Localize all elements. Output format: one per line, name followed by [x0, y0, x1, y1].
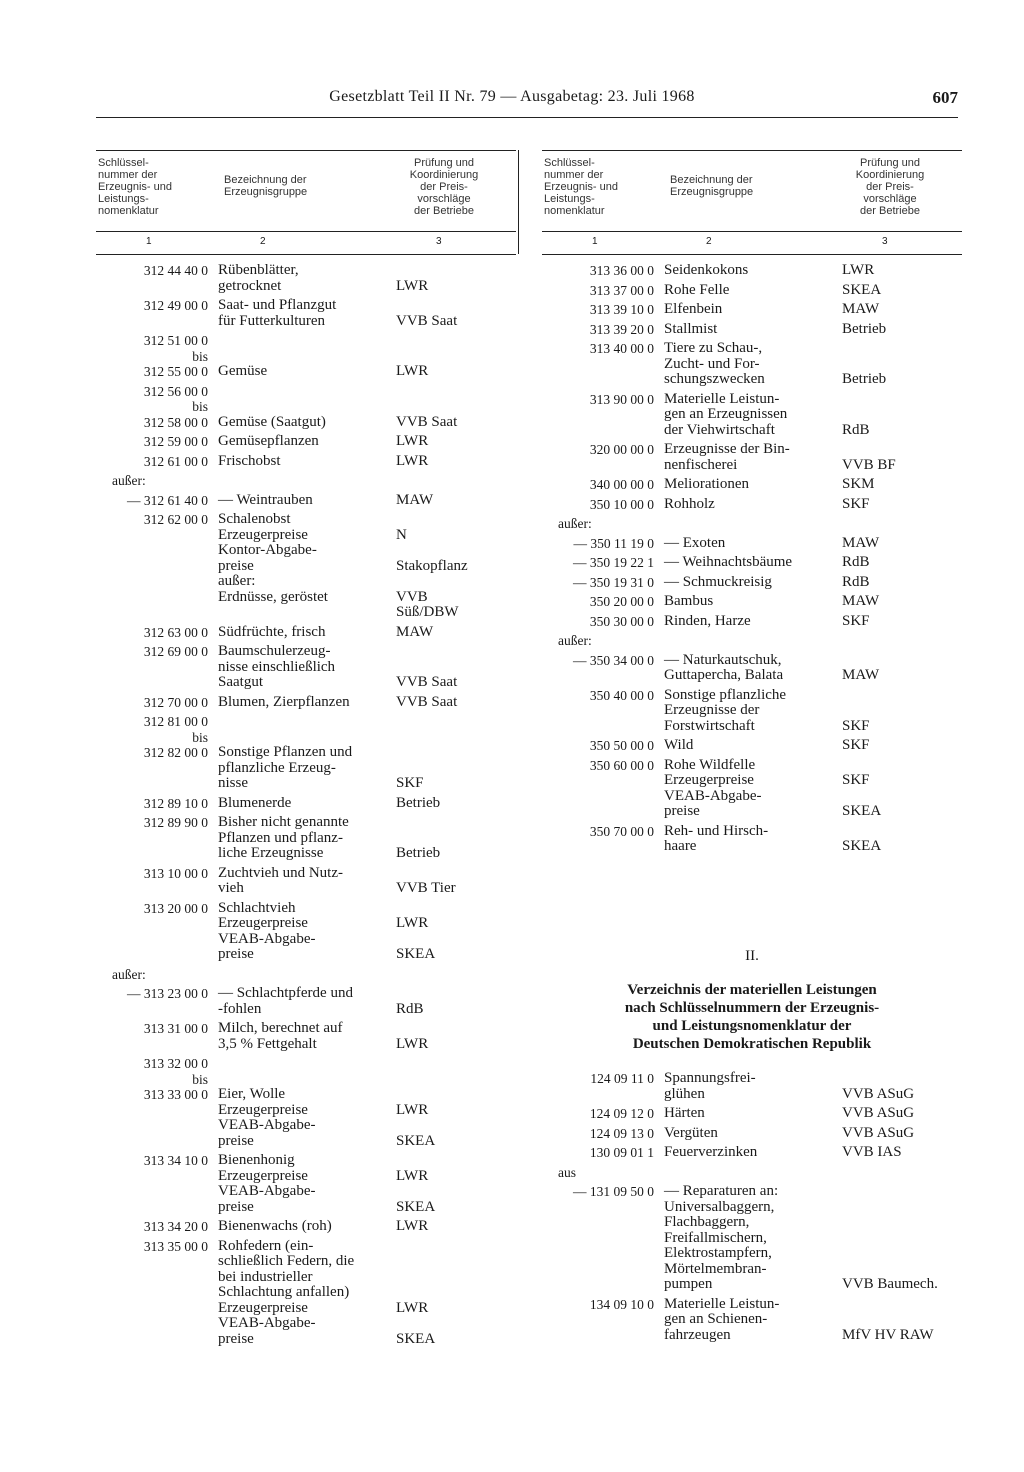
- group-name: Gemüse: [218, 363, 268, 379]
- column-divider: [518, 150, 519, 254]
- check-authority: SKF: [842, 737, 870, 753]
- page-header-title: Gesetzblatt Teil II Nr. 79 — Ausgabetag: 23. Juli 1968: [329, 88, 695, 105]
- key-number: 350 60 00 0: [589, 757, 654, 773]
- left-rows: [96, 263, 516, 1347]
- group-name: Bambus: [664, 593, 714, 609]
- check-authority: LWR SKEA: [396, 915, 436, 962]
- group-name: Erzeugnisse der Bin- nenfischerei: [664, 441, 790, 473]
- check-authority: RdB: [396, 1000, 424, 1017]
- key-number: 313 35 00 0: [143, 1238, 208, 1254]
- key-number: 313 39 10 0: [589, 302, 654, 317]
- table-row: [96, 901, 516, 963]
- key-number: aus: [558, 1164, 576, 1180]
- check-authority: SKF: [396, 775, 424, 791]
- column-number-row: [96, 232, 516, 255]
- group-name: Sonstige Pflanzen und pflanzliche Erzeug- nisse: [218, 744, 353, 791]
- group-name: Südfrüchte, frisch: [218, 623, 326, 640]
- check-authority: LWR: [396, 1218, 429, 1234]
- key-number: 312 70 00 0: [143, 694, 208, 710]
- key-number: — 313 23 00 0: [127, 986, 208, 1001]
- check-authority: VVB Baumech.: [842, 1276, 938, 1292]
- key-number: 320 00 00 0: [589, 442, 654, 457]
- table-row: [542, 594, 962, 610]
- table-row: [96, 333, 516, 380]
- table-row: [542, 738, 962, 754]
- check-authority: LWR: [842, 262, 875, 278]
- key-number: 350 30 00 0: [589, 613, 654, 629]
- table-row: [96, 815, 516, 862]
- table-row: [96, 644, 516, 691]
- page-number: 607: [932, 88, 958, 107]
- check-authority: RdB: [842, 421, 870, 438]
- check-authority: VVB Saat: [396, 693, 458, 710]
- group-name: [202, 967, 382, 983]
- group-name: Tiere zu Schau-, Zucht- und For- schungszwecken: [664, 340, 765, 387]
- group-name: [648, 633, 828, 649]
- exception-label: [96, 967, 516, 983]
- table-row: [542, 497, 962, 513]
- group-name: Materielle Leistun- gen an Schienen- fahrzeugen: [664, 1295, 780, 1343]
- group-name: Stallmist: [664, 320, 718, 337]
- table-row: [96, 1153, 516, 1215]
- table-row: [542, 477, 962, 493]
- key-number: 313 34 10 0: [143, 1153, 208, 1168]
- key-number: — 350 19 22 1: [573, 555, 654, 570]
- check-authority: LWR: [396, 363, 429, 379]
- check-authority: LWR SKEA: [396, 1299, 436, 1347]
- group-name: Rohholz: [664, 495, 715, 512]
- check-authority: SKF: [842, 495, 870, 512]
- group-name: Vergüten: [664, 1124, 718, 1141]
- check-authority: VVB BF: [842, 456, 896, 473]
- key-number: 312 81 00 0 bis 312 82 00 0: [143, 714, 208, 760]
- section-number: II.: [745, 948, 759, 964]
- check-authority: SKF SKEA: [842, 772, 882, 819]
- key-number: 312 49 00 0: [143, 298, 208, 313]
- table-row: [542, 1297, 962, 1344]
- table-row: [542, 442, 962, 473]
- table-row: [542, 575, 962, 591]
- table-row: [542, 1184, 962, 1293]
- table-row: [96, 263, 516, 294]
- check-authority: VVB Saat: [396, 312, 458, 329]
- table-row: [96, 986, 516, 1017]
- table-header: [542, 150, 962, 232]
- header-rule: [96, 117, 958, 118]
- column-number-1: 1: [146, 236, 152, 247]
- column-number-3: 3: [882, 236, 888, 247]
- column-number-2: 2: [706, 236, 712, 247]
- group-name: Materielle Leistun- gen an Erzeugnissen der Viehwirtschaft: [664, 390, 788, 438]
- table-row: [96, 796, 516, 812]
- table-row: [96, 1239, 516, 1348]
- table-row: [542, 824, 962, 855]
- table-row: [96, 298, 516, 329]
- group-name: Zuchtvieh und Nutz- vieh: [218, 864, 343, 896]
- table-row: [542, 1145, 962, 1161]
- table-row: [96, 1219, 516, 1235]
- group-name: Seidenkokons: [664, 262, 749, 278]
- group-name: Bienenwachs (roh): [218, 1218, 332, 1234]
- table-row: [542, 758, 962, 820]
- key-number: — 350 19 31 0: [573, 574, 654, 590]
- table-header: [96, 150, 516, 232]
- table-row: [96, 434, 516, 450]
- key-number: außer:: [558, 516, 592, 531]
- group-name: — Schmuckreisig: [664, 573, 772, 590]
- check-authority: Betrieb: [842, 371, 887, 387]
- group-name: — Weintrauben: [218, 491, 313, 508]
- group-name: Milch, berechnet auf 3,5 % Fettgehalt: [218, 1020, 343, 1052]
- key-number: 134 09 10 0: [589, 1296, 654, 1312]
- key-number: 350 40 00 0: [589, 687, 654, 703]
- group-name: — Exoten: [664, 534, 726, 551]
- column-number-2: 2: [260, 236, 266, 247]
- check-authority: SKF: [842, 612, 870, 629]
- group-name: [648, 516, 828, 532]
- key-number: 124 09 13 0: [589, 1125, 654, 1141]
- exception-label: [542, 633, 962, 649]
- column-header-check: Prüfung und Koordinierung der Preis- vorschläge der Betriebe: [409, 157, 479, 217]
- key-number: 340 00 00 0: [589, 477, 654, 492]
- check-authority: LWR: [396, 277, 429, 294]
- key-number: 312 56 00 0 bis 312 58 00 0: [143, 383, 208, 430]
- section-title: Verzeichnis der materiellen Leistungen nach Schlüsselnummern der Erzeugnis- und Leistungsnomenklatur der Deutschen Demokratischen Republik: [624, 982, 880, 1052]
- group-name: Rohe Felle: [664, 281, 730, 298]
- check-authority: LWR: [396, 452, 429, 469]
- check-authority: Betrieb: [396, 794, 441, 811]
- table-row: [542, 263, 962, 279]
- check-authority: VVB Saat: [396, 674, 458, 690]
- check-authority: LWR: [396, 1035, 429, 1052]
- group-name: Saat- und Pflanzgut für Futterkulturen: [218, 297, 337, 329]
- key-number: 313 39 20 0: [589, 321, 654, 337]
- group-name: — Reparaturen an: Universalbaggern, Flachbaggern, Freifallmischern, Elektrostampfern, Mörtelmembran- pumpen: [664, 1183, 779, 1292]
- group-name: Wild: [664, 737, 694, 753]
- check-authority: SKF: [842, 717, 870, 734]
- group-name: Härten: [664, 1105, 705, 1121]
- key-number: — 312 61 40 0: [127, 492, 208, 508]
- key-number: 350 50 00 0: [589, 738, 654, 753]
- table-row: [542, 688, 962, 735]
- group-name: Gemüse (Saatgut): [218, 413, 326, 430]
- right-table: [542, 150, 962, 855]
- table-row: [542, 555, 962, 571]
- table-row: [542, 536, 962, 552]
- key-number: — 350 11 19 0: [573, 535, 654, 551]
- exception-label: [542, 516, 962, 532]
- group-name: Rinden, Harze: [664, 612, 751, 629]
- key-number: 313 37 00 0: [589, 282, 654, 298]
- group-name: Spannungsfrei- glühen: [664, 1070, 756, 1102]
- key-number: 312 89 10 0: [143, 795, 208, 811]
- key-number: 312 44 40 0: [143, 263, 208, 278]
- check-authority: MAW: [842, 667, 880, 683]
- check-authority: MAW: [396, 623, 434, 640]
- key-number: 313 40 00 0: [589, 341, 654, 356]
- group-name: [648, 1165, 828, 1181]
- check-authority: LWR SKEA: [396, 1101, 436, 1149]
- key-number: 350 10 00 0: [589, 496, 654, 512]
- check-authority: MfV HV RAW: [842, 1326, 934, 1343]
- key-number: — 131 09 50 0: [573, 1184, 654, 1199]
- key-number: 312 61 00 0: [143, 453, 208, 469]
- table-row: [542, 1126, 962, 1142]
- group-name: Rübenblätter, getrocknet: [218, 262, 299, 294]
- column-header-check: Prüfung und Koordinierung der Preis- vorschläge der Betriebe: [855, 157, 925, 217]
- group-name: Bienenhonig Erzeugerpreise VEAB-Abgabe- preise: [218, 1152, 316, 1215]
- key-number: 313 10 00 0: [143, 865, 208, 881]
- table-row: [96, 384, 516, 431]
- group-name: Reh- und Hirsch- haare: [664, 822, 769, 854]
- group-name: — Schlachtpferde und -fohlen: [218, 985, 353, 1017]
- table-row: [96, 714, 516, 792]
- key-number: 313 20 00 0: [143, 900, 208, 916]
- check-authority: VVB IAS: [842, 1144, 902, 1160]
- check-authority: VVB ASuG: [842, 1124, 915, 1141]
- group-name: Rohe Wildfelle Erzeugerpreise VEAB-Abgabe- preise: [664, 756, 762, 819]
- key-number: 312 51 00 0 bis 312 55 00 0: [143, 333, 208, 379]
- column-number-row: [542, 232, 962, 255]
- table-row: [542, 1071, 962, 1102]
- table-row: [542, 341, 962, 388]
- group-name: [202, 473, 382, 489]
- column-header-name: Bezeichnung der Erzeugnisgruppe: [670, 174, 754, 198]
- column-header-key: Schlüssel- nummer der Erzeugnis- und Leistungs- nomenklatur: [544, 157, 618, 217]
- table-row: [542, 392, 962, 439]
- check-authority: MAW: [396, 491, 434, 508]
- check-authority: Betrieb: [396, 845, 441, 861]
- group-name: Bisher nicht genannte Pflanzen und pflanz- liche Erzeugnisse: [218, 814, 349, 861]
- left-table: [96, 150, 516, 1347]
- check-authority: RdB: [842, 554, 870, 570]
- key-number: 130 09 01 1: [589, 1145, 654, 1160]
- group-name: Blumenerde: [218, 794, 292, 811]
- check-authority: MAW: [842, 301, 880, 317]
- group-name: Schalenobst Erzeugerpreise Kontor-Abgabe- preise außer: Erdnüsse, geröstet: [218, 511, 328, 605]
- group-name: Frischobst: [218, 452, 281, 469]
- key-number: 313 34 20 0: [143, 1219, 208, 1234]
- right-rows: [542, 263, 962, 855]
- table-row: [542, 302, 962, 318]
- key-number: — 350 34 00 0: [573, 652, 654, 668]
- key-number: 313 90 00 0: [589, 391, 654, 407]
- group-name: Meliorationen: [664, 476, 749, 492]
- key-number: 312 63 00 0: [143, 624, 208, 640]
- table-row: [96, 493, 516, 509]
- check-authority: MAW: [842, 593, 880, 609]
- check-authority: SKEA: [842, 281, 882, 298]
- section-two-rows: [542, 1071, 962, 1343]
- group-name: Baumschulerzeug- nisse einschließlich Saatgut: [218, 643, 336, 690]
- column-number-3: 3: [436, 236, 442, 247]
- exception-label: [542, 1165, 962, 1181]
- table-row: [96, 454, 516, 470]
- table-row: [96, 866, 516, 897]
- group-name: Rohfedern (ein- schließlich Federn, die bei industrieller Schlachtung anfallen) Erzeugerpreise VEAB-Abgabe- preise: [218, 1237, 355, 1347]
- key-number: 350 20 00 0: [589, 594, 654, 609]
- group-name: Sonstige pflanzliche Erzeugnisse der Forstwirtschaft: [664, 686, 787, 734]
- key-number: 313 31 00 0: [143, 1021, 208, 1036]
- key-number: 313 32 00 0 bis 313 33 00 0: [143, 1056, 208, 1102]
- table-row: [96, 625, 516, 641]
- section-two: [542, 948, 962, 1343]
- column-header-name: Bezeichnung der Erzeugnisgruppe: [224, 174, 308, 198]
- table-row: [542, 614, 962, 630]
- check-authority: VVB ASuG: [842, 1085, 915, 1102]
- column-header-key: Schlüssel- nummer der Erzeugnis- und Leistungs- nomenklatur: [98, 157, 172, 217]
- table-row: [542, 1106, 962, 1122]
- group-name: Eier, Wolle Erzeugerpreise VEAB-Abgabe- preise: [218, 1086, 316, 1149]
- check-authority: VVB Saat: [396, 413, 458, 430]
- table-row: [542, 322, 962, 338]
- key-number: 350 70 00 0: [589, 823, 654, 839]
- check-authority: VVB ASuG: [842, 1105, 915, 1121]
- check-authority: SKM: [842, 476, 875, 492]
- table-row: [542, 283, 962, 299]
- table-row: [542, 653, 962, 684]
- check-authority: Betrieb: [842, 320, 887, 337]
- check-authority: LWR: [396, 433, 429, 449]
- group-name: Schlachtvieh Erzeugerpreise VEAB-Abgabe- preise: [218, 899, 316, 962]
- check-authority: VVB Tier: [396, 880, 456, 896]
- check-authority: RdB: [842, 573, 870, 590]
- column-number-1: 1: [592, 236, 598, 247]
- key-number: 312 59 00 0: [143, 434, 208, 449]
- group-name: Elfenbein: [664, 301, 723, 317]
- group-name: Blumen, Zierpflanzen: [218, 693, 350, 710]
- table-row: [96, 1021, 516, 1052]
- group-name: — Weihnachtsbäume: [664, 554, 793, 570]
- key-number: außer:: [112, 966, 146, 982]
- key-number: außer:: [112, 473, 146, 488]
- group-name: Feuerverzinken: [664, 1144, 758, 1160]
- table-row: [96, 512, 516, 621]
- check-authority: MAW: [842, 534, 880, 551]
- group-name: Gemüsepflanzen: [218, 433, 319, 449]
- key-number: 312 62 00 0: [143, 512, 208, 527]
- check-authority: N Stakopflanz VVB Süß/DBW: [396, 526, 468, 620]
- key-number: 124 09 11 0: [590, 1071, 654, 1086]
- check-authority: SKEA: [842, 838, 882, 854]
- check-authority: LWR SKEA: [396, 1167, 436, 1215]
- key-number: 313 36 00 0: [589, 263, 654, 278]
- exception-label: [96, 473, 516, 489]
- key-number: 124 09 12 0: [589, 1106, 654, 1121]
- key-number: außer:: [558, 633, 592, 648]
- table-row: [96, 695, 516, 711]
- key-number: 312 69 00 0: [143, 644, 208, 659]
- key-number: 312 89 90 0: [143, 815, 208, 830]
- table-row: [96, 1056, 516, 1149]
- group-name: — Naturkautschuk, Guttapercha, Balata: [664, 651, 784, 683]
